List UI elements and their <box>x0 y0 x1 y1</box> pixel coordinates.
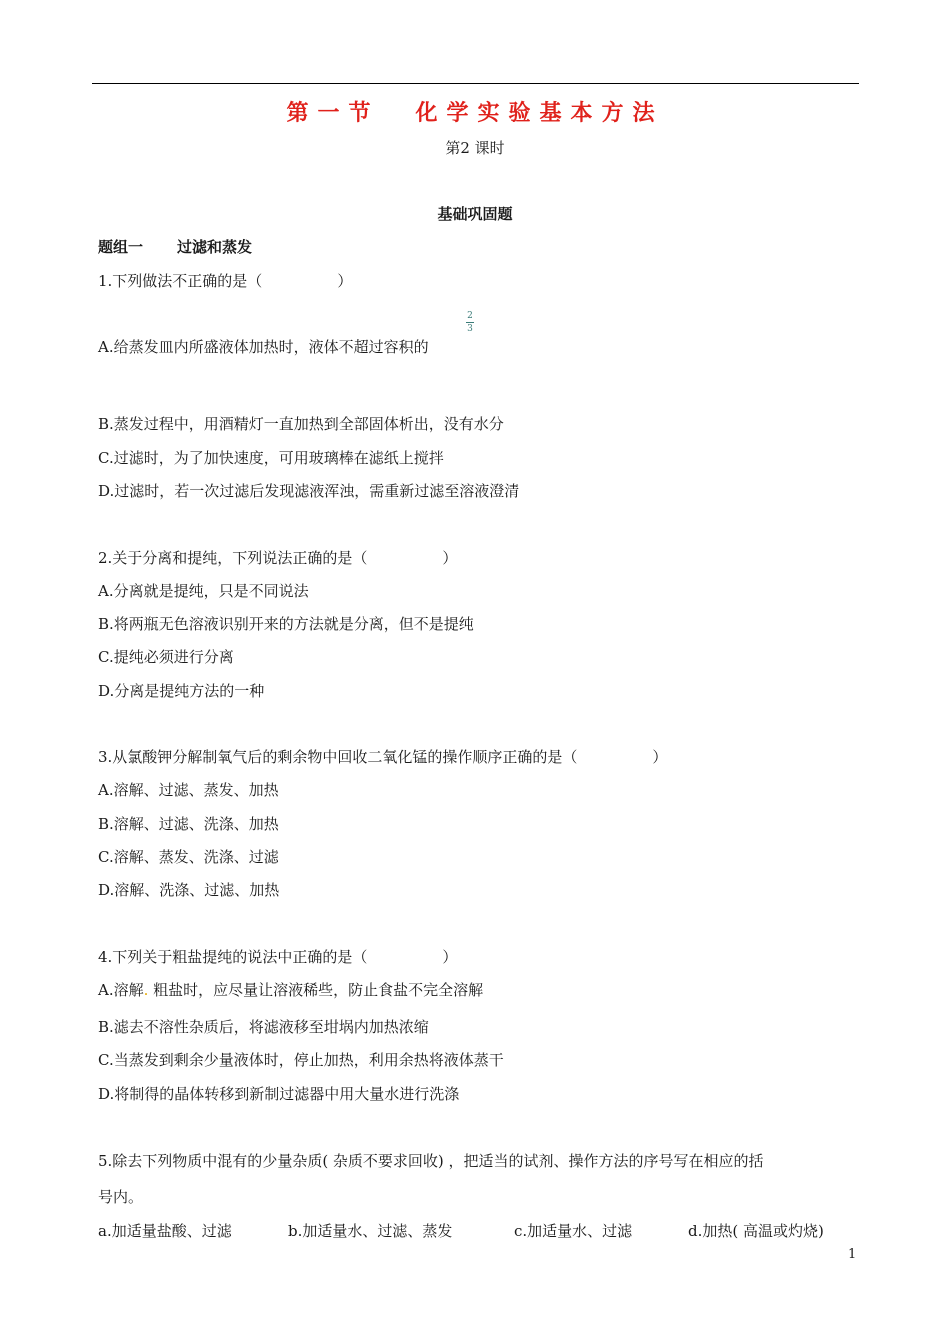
q3-option-c: C.溶解、蒸发、洗涤、过滤 <box>98 848 279 866</box>
q4-option-a <box>98 979 483 1000</box>
q2-option-b: B.将两瓶无色溶液识别开来的方法就是分离，但不是提纯 <box>98 615 474 633</box>
group-label: 题组一 <box>98 238 144 256</box>
fraction-denominator: 3 <box>467 324 473 334</box>
q1-option-a: A.给蒸发皿内所盛液体加热时，液体不超过容积的 <box>98 338 429 356</box>
title-section-number: 第一节 <box>286 101 380 126</box>
fraction-two-thirds <box>466 311 474 334</box>
q5-stem-line2: 号内。 <box>98 1188 144 1206</box>
q2-option-c: C.提纯必须进行分离 <box>98 648 234 666</box>
q3-option-d: D.溶解、洗涤、过滤、加热 <box>98 881 280 899</box>
q4-option-b: B.滤去不溶性杂质后，将滤液移至坩埚内加热浓缩 <box>98 1018 429 1036</box>
q4-option-a-start: A.溶解 <box>98 981 144 999</box>
q2-option-a: A.分离就是提纯，只是不同说法 <box>98 582 309 600</box>
q4-stem: 4.下列关于粗盐提纯的说法中正确的是（ ） <box>98 948 458 966</box>
page-title <box>0 96 950 127</box>
section-heading: 基础巩固题 <box>437 205 513 223</box>
emphasis-dot: . <box>143 981 149 999</box>
q5-stem-line1: 5.除去下列物质中混有的少量杂质( 杂质不要求回收) ，把适当的试剂、操作方法的序号写在相应的括 <box>98 1152 764 1170</box>
q3-option-b: B.溶解、过滤、洗涤、加热 <box>98 815 279 833</box>
q1-option-d: D.过滤时，若一次过滤后发现滤液浑浊，需重新过滤至溶液澄清 <box>98 482 520 500</box>
q1-option-b: B.蒸发过程中，用酒精灯一直加热到全部固体析出，没有水分 <box>98 415 504 433</box>
q5-option-d: d.加热( 高温或灼烧) <box>688 1222 824 1240</box>
q3-stem: 3.从氯酸钾分解制氧气后的剩余物中回收二氧化锰的操作顺序正确的是（ ） <box>98 748 668 766</box>
fraction-numerator: 2 <box>467 311 473 321</box>
q5-option-c: c.加适量水、过滤 <box>514 1222 633 1240</box>
page-number: 1 <box>848 1247 857 1262</box>
q5-option-b: b.加适量水、过滤、蒸发 <box>288 1222 453 1240</box>
title-topic: 化学实验基本方法 <box>415 101 664 126</box>
page-subtitle: 第2 课时 <box>445 139 505 157</box>
q4-option-d: D.将制得的晶体转移到新制过滤器中用大量水进行洗涤 <box>98 1085 460 1103</box>
q1-option-c: C.过滤时，为了加快速度，可用玻璃棒在滤纸上搅拌 <box>98 449 444 467</box>
q2-stem: 2.关于分离和提纯，下列说法正确的是（ ） <box>98 549 458 567</box>
q3-option-a: A.溶解、过滤、蒸发、加热 <box>98 781 279 799</box>
q4-option-a-rest: 粗盐时，应尽量让溶液稀些，防止食盐不完全溶解 <box>153 981 484 999</box>
group-name: 过滤和蒸发 <box>177 238 253 256</box>
q2-option-d: D.分离是提纯方法的一种 <box>98 682 265 700</box>
q4-option-c: C.当蒸发到剩余少量液体时，停止加热，利用余热将液体蒸干 <box>98 1051 504 1069</box>
q1-stem: 1.下列做法不正确的是（ ） <box>98 272 353 290</box>
header-rule <box>92 83 859 84</box>
q5-option-a: a.加适量盐酸、过滤 <box>98 1222 232 1240</box>
q5-options-row <box>98 1220 824 1241</box>
question-group-heading <box>98 236 252 257</box>
